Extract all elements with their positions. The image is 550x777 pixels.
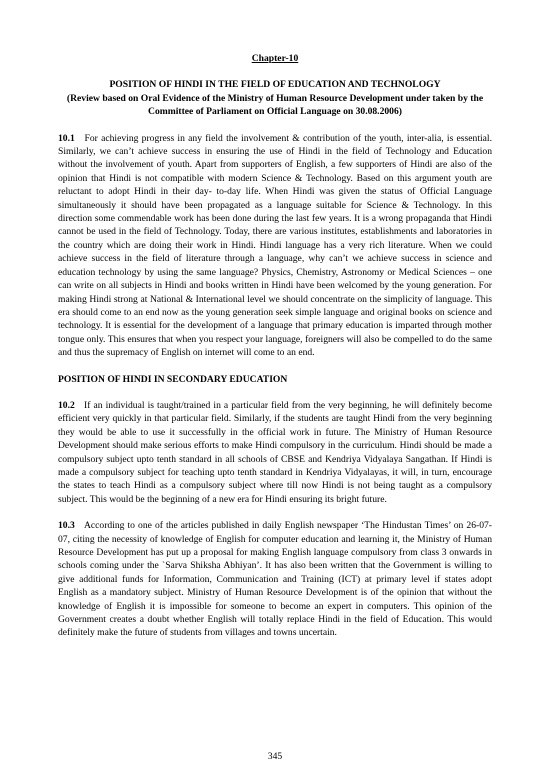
- title-line-1: POSITION OF HINDI IN THE FIELD OF EDUCATION AND TECHNOLOGY: [109, 79, 441, 91]
- paragraph-10-2: [58, 399, 492, 506]
- title-line-2: (Review based on Oral Evidence of the Ministry of Human Resource Development under taken by the Committee of Parliament on Official Language on 30.08.2006): [66, 92, 484, 118]
- paragraph-10-3: [58, 519, 492, 640]
- paragraph-text: According to one of the articles published in daily English newspaper ‘The Hindustan Times’ on 26-07-07, citing the necessity of knowledge of English for computer education and learning it, the Ministry of Human Resource Development has put up a proposal for making English language compulsory from class 3 onwards in schools coming under the `Sarva Shiksha Abhiyan’. It has also been written that the Government is willing to give additional funds for Information, Communication and Training (ICT) at primary level if states adopt English as a mandatory subject. Ministry of Human Resource Development is of the opinion that without the knowledge of English it is impossible for someone to become an expert in computers. This opinion of the Government creates a doubt whether English will totally replace Hindi in the field of Education. This would definitely make the future of students from villages and towns uncertain.: [58, 520, 492, 639]
- paragraph-number: 10.1: [58, 132, 75, 144]
- paragraph-text: If an individual is taught/trained in a particular field from the very beginning, he will definitely become efficient very quickly in that particular field. Similarly, if the students are taught Hindi from the very beginning they would be able to use it successfully in the official work in future. The Ministry of Human Resource Development should make serious efforts to make Hindi compulsory in the curriculum. Hindi should be made a compulsory subject upto tenth standard in all schools of CBSE and Kendriya Vidyalaya Sangathan. If Hindi is made a compulsory subject for teaching upto tenth standard in Kendriya Vidyalayas, it will, in turn, encourage the states to teach Hindi as a compulsory subject where till now Hindi is not being taught as a compulsory subject. This would be the beginning of a new era for Hindi ensuring its bright future.: [58, 399, 492, 505]
- paragraph-number: 10.3: [58, 520, 75, 532]
- document-page: [58, 52, 492, 653]
- paragraph-text: For achieving progress in any field the involvement & contribution of the youth, inter-alia, is essential. Similarly, we can’t achieve success in ensuring the use of Hindi in the field of Technology and Education without the involvement of youth. Apart from supporters of English, a few supporters of Hindi are also of the opinion that Hindi is not compatible with modern Science & Technology. Based on this argument youth are reluctant to adopt Hindi in their day- to-day life. When Hindi was given the status of Official Language simultaneously it should have been propagated as a language suitable for Science & Technology. In this direction some commendable work has been done during the last few years. It is a wrong propaganda that Hindi cannot be used in the field of Technology. Today, there are various institutes, establishments and laboratories in the country which are doing their work in Hindi. Hindi language has a very rich literature. When we could achieve success in the field of literature through a language, why can’t we achieve success in science and education technology by using the same language? Physics, Chemistry, Astronomy or Medical Sciences – one can write on all subjects in Hindi and books written in Hindi have been welcomed by the young generation. For making Hindi strong at National & International level we should concentrate on the simplicity of language. This era should come to an end now as the young generation seek simple language and original books on science and technology. It is essential for the development of a language that primary education is imparted through mother tongue only. This ensures that when you respect your language, foreigners will also be compelled to do the same and thus the supremacy of English on internet will come to an end.: [58, 132, 492, 359]
- paragraph-number: 10.2: [58, 399, 75, 411]
- paragraph-10-1: [58, 132, 492, 360]
- page-number: 345: [267, 751, 283, 762]
- chapter-title: [58, 78, 492, 118]
- section-heading: POSITION OF HINDI IN SECONDARY EDUCATION: [58, 373, 288, 385]
- chapter-label: Chapter-10: [251, 53, 299, 64]
